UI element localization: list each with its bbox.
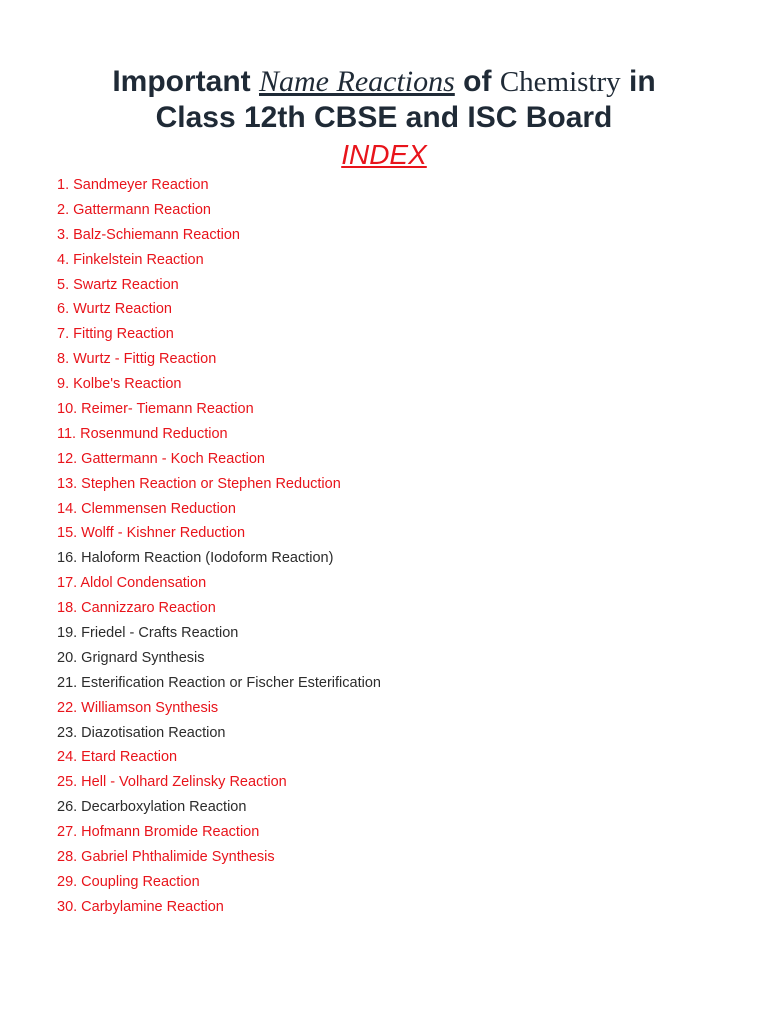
index-item[interactable]: 2. Gattermann Reaction xyxy=(57,201,211,218)
index-item[interactable]: 15. Wolff - Kishner Reduction xyxy=(57,525,246,542)
page-title xyxy=(0,0,768,136)
index-heading: INDEX xyxy=(341,139,427,170)
index-item[interactable]: 25. Hell - Volhard Zelinsky Reaction xyxy=(57,774,287,791)
index-item[interactable]: 10. Reimer- Tiemann Reaction xyxy=(57,401,254,418)
title-important: Important xyxy=(112,65,251,98)
index-list xyxy=(57,173,381,920)
index-item[interactable]: 12. Gattermann - Koch Reaction xyxy=(57,450,265,467)
index-item[interactable]: 9. Kolbe's Reaction xyxy=(57,376,182,393)
index-item[interactable]: 29. Coupling Reaction xyxy=(57,873,200,890)
index-item[interactable]: 8. Wurtz - Fittig Reaction xyxy=(57,351,217,368)
index-item[interactable]: 11. Rosenmund Reduction xyxy=(57,425,228,442)
title-of: of xyxy=(463,65,492,98)
index-item[interactable]: 27. Hofmann Bromide Reaction xyxy=(57,824,260,841)
index-item: 26. Decarboxylation Reaction xyxy=(57,799,247,816)
title-in: in xyxy=(629,65,656,98)
index-item[interactable]: 30. Carbylamine Reaction xyxy=(57,898,224,915)
index-item[interactable]: 24. Etard Reaction xyxy=(57,749,178,766)
title-chemistry: Chemistry xyxy=(499,66,621,98)
index-item[interactable]: 1. Sandmeyer Reaction xyxy=(57,177,209,193)
index-item[interactable]: 17. Aldol Condensation xyxy=(57,575,207,592)
index-item[interactable]: 3. Balz-Schiemann Reaction xyxy=(57,226,240,243)
index-item[interactable]: 5. Swartz Reaction xyxy=(57,276,179,293)
index-item: 16. Haloform Reaction (Iodoform Reaction) xyxy=(57,550,334,567)
index-item: 20. Grignard Synthesis xyxy=(57,649,205,666)
title-name-reactions: Name Reactions xyxy=(259,65,455,98)
title-line2: Class 12th CBSE and ISC Board xyxy=(155,101,613,134)
index-item: 23. Diazotisation Reaction xyxy=(57,724,226,741)
index-item[interactable]: 22. Williamson Synthesis xyxy=(57,699,219,716)
index-item: 19. Friedel - Crafts Reaction xyxy=(57,625,239,642)
index-item[interactable]: 28. Gabriel Phthalimide Synthesis xyxy=(57,849,275,866)
index-item[interactable]: 18. Cannizzaro Reaction xyxy=(57,600,216,617)
index-item[interactable]: 4. Finkelstein Reaction xyxy=(57,251,204,268)
index-item[interactable]: 13. Stephen Reaction or Stephen Reduction xyxy=(57,475,341,492)
index-item[interactable]: 7. Fitting Reaction xyxy=(57,326,174,343)
index-item: 21. Esterification Reaction or Fischer Esterification xyxy=(57,674,381,691)
index-item[interactable]: 6. Wurtz Reaction xyxy=(57,301,172,318)
index-item[interactable]: 14. Clemmensen Reduction xyxy=(57,500,236,517)
